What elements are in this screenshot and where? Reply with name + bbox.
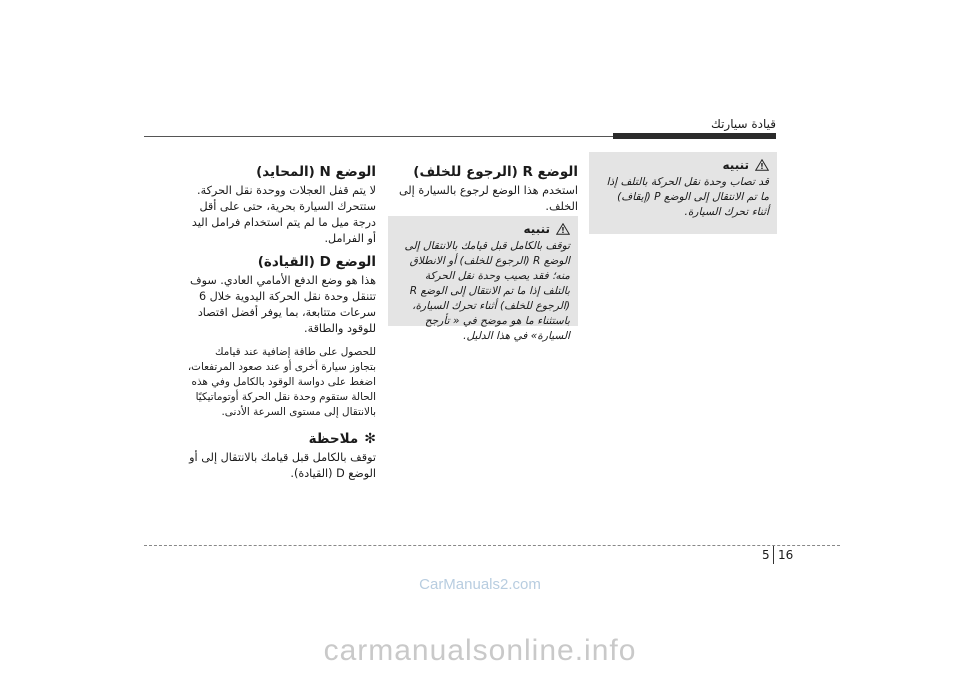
caution-box-p-mode [589,152,777,234]
caution-title-row [597,158,769,172]
page-chapter: 5 [762,548,770,562]
caution-title-row [396,222,570,236]
page-number-separator [773,546,774,564]
note-title: ملاحظة [308,431,359,447]
warning-triangle-icon [556,223,570,235]
note-asterisk-icon: ✻ [364,431,376,447]
d-mode-body-extra: للحصول على طاقة إضافية عند قيامك بتجاوز سيارة أخرى أو عند صعود المرتفعات، اضغط على دواسة الوقود بالكامل وفي هذه الحالة ستقوم وحدة نقل الحركة أوتوماتيكيًا بالانتقال إلى مستوى السرعة الأدنى. [187,346,376,418]
n-mode-body: لا يتم قفل العجلات ووحدة نقل الحركة. ستتحرك السيارة بحرية، حتى على أقل درجة ميل ما لم يتم استخدام فرامل اليد أو الفرامل. [191,184,376,245]
caution-body: قد تصاب وحدة نقل الحركة بالتلف إذا ما تم الانتقال إلى الوضع P (إيقاف) أثناء تحرك السيارة. [606,176,769,218]
r-mode-heading: الوضع R (الرجوع للخلف) [413,164,578,180]
footer-brand-text: carmanualsonline.info [323,634,637,667]
caution-box-r-mode [388,216,578,342]
note-body: توقف بالكامل قبل قيامك بالانتقال إلى أو الوضع D (القيادة). [189,451,376,480]
header-title: قيادة سيارتك [710,117,776,131]
r-mode-body: استخدم هذا الوضع لرجوع بالسيارة إلى الخلف. [398,184,578,213]
header-accent-bar [613,133,776,139]
svg-text:!: ! [760,162,764,171]
watermark-text: CarManuals2.com [419,576,541,593]
warning-triangle-icon [755,159,769,171]
n-mode-heading: الوضع N (المحايد) [256,164,376,180]
d-mode-body: هذا هو وضع الدفع الأمامي العادي. سوف تتنقل وحدة نقل الحركة اليدوية خلال 6 سرعات متتابعة، بما يوفر أفضل اقتصاد للوقود والطاقة. [189,274,376,335]
r-mode-section [388,163,578,215]
caution-body: توقف بالكامل قبل قيامك بالانتقال إلى الوضع R (الرجوع للخلف) أو الانطلاق منه؛ فقد يصيب وحدة نقل الحركة بالتلف إذا ما تم الانتقال إلى الوضع R (الرجوع للخلف) أثناء تحرك السيارة، باستثناء ما هو موضح في « تأرجح السيارة» في هذا الدليل. [404,240,570,342]
caution-title: تنبيه [722,158,749,172]
caution-title: تنبيه [523,222,550,236]
n-d-mode-section [186,163,376,482]
note-heading [186,430,376,448]
svg-text:!: ! [561,226,565,235]
footer-divider [144,545,840,546]
d-mode-heading: الوضع D (القيادة) [257,254,376,270]
page-number: 16 [778,548,794,562]
